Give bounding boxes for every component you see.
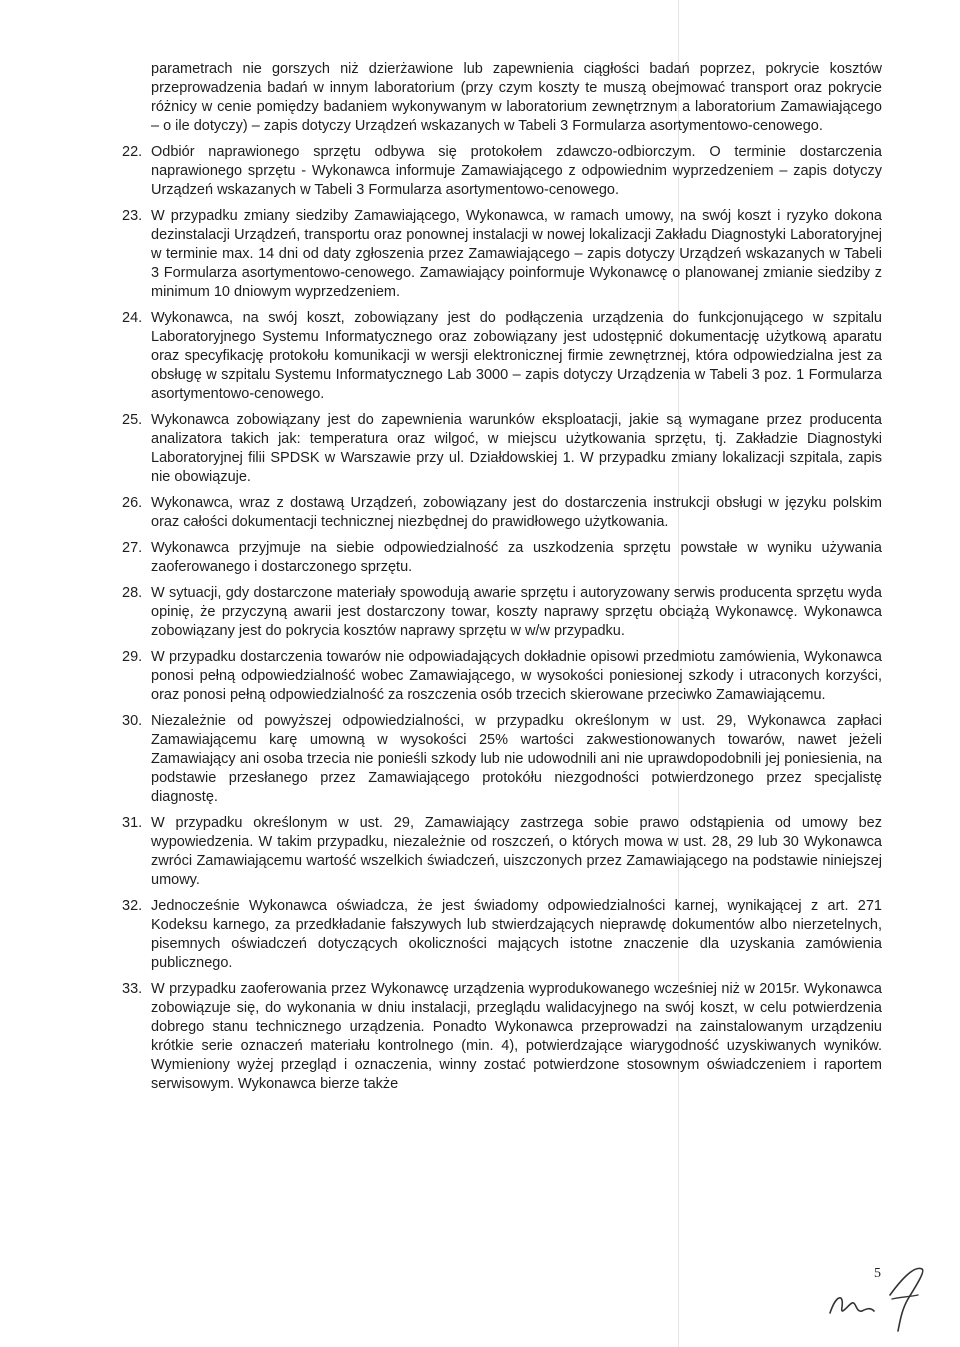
item-text: W przypadku dostarczenia towarów nie odpowiadających dokładnie opisowi przedmiotu zamówienia, Wykonawca ponosi pełną odpowiedzialność wobec Zamawiającego, w wysokości poniesionej szkody i utraconych korzyści, oraz ponosi pełną odpowiedzialność za roszczenia osób trzecich skierowane przeciwko Zamawiającemu. (151, 649, 882, 703)
item-text: W przypadku zmiany siedziby Zamawiającego, Wykonawca, w ramach umowy, na swój koszt i ryzyko dokona dezinstalacji Urządzeń, transportu oraz ponownej instalacji w nowej lokalizacji Zakładu Diagnostyki Laboratoryjnej w terminie max. 14 dni od daty zgłoszenia przez Zamawiającego – zapis dotyczy Urządzeń wskazanych w Tabeli 3 Formularza asortymentowo-cenowego. Zamawiający poinformuje Wykonawcę o planowanej zmianie siedziby z minimum 10 dniowym wyprzedzeniem. (151, 208, 882, 300)
item-text: W przypadku zaoferowania przez Wykonawcę urządzenia wyprodukowanego wcześniej niż w 2015r. Wykonawca zobowiązuje się, do wykonania w dniu instalacji, przeglądu walidacyjnego na swój koszt, w celu potwierdzenia dobrego stanu technicznego urządzenia. Ponadto Wykonawca przeprowadzi na zainstalowanym urządzeniu krótkie serie oznaczeń materiału kontrolnego (min. 4), potwierdzające wiarygodność uzyskiwanych wyników. Wymieniony wyżej przegląd i oznaczenia, winny zostać potwierdzone stosownym oświadczeniem i raportem serwisowym. Wykonawca bierze także (151, 981, 882, 1092)
item-text: Niezależnie od powyższej odpowiedzialności, w przypadku określonym w ust. 29, Wykonawca zapłaci Zamawiającemu karę umowną w wysokości 25% wartości zakwestionowanych towarów, nawet jeżeli Zamawiający ani osoba trzecia nie ponieśli szkody lub nie udowodnili ani nie uprawdopodobnili jej poniesienia, na podstawie przesłanego przez Zamawiającego protokółu niezgodności potwierdzonego przez specjalistę diagnostę. (151, 713, 882, 805)
item-number: 33. (122, 981, 143, 997)
list-item-23 (122, 207, 882, 302)
list-item-26 (122, 494, 882, 532)
list-item-22 (122, 143, 882, 200)
item-text: W sytuacji, gdy dostarczone materiały spowodują awarie sprzętu i autoryzowany serwis producenta sprzętu wyda opinię, że przyczyną awarii jest dostarczony towar, koszty naprawy sprzętu obciążą Wykonawcę. Wykonawca zobowiązany jest do pokrycia kosztów naprawy sprzętu w w/w przypadku. (151, 585, 882, 639)
item-number: 24. (122, 310, 143, 326)
list-item-29 (122, 648, 882, 705)
page-number: 5 (874, 1266, 881, 1281)
document-body (122, 60, 882, 1101)
item-text: Wykonawca zobowiązany jest do zapewnienia warunków eksploatacji, jakie są wymagane przez producenta analizatora takich jak: temperatura oraz wilgoć, w miejscu użytkowania sprzętu, tj. Zakładzie Diagnostyki Laboratoryjnej filii SPDSK w Warszawie przy ul. Działdowskiej 1. W przypadku zmiany lokalizacji szpitala, zapis nie obowiązuje. (151, 412, 882, 485)
item-text: Jednocześnie Wykonawca oświadcza, że jest świadomy odpowiedzialności karnej, wynikającej z art. 271 Kodeksu karnego, za przedkładanie fałszywych lub stwierdzających nieprawdę dokumentów albo nierzetelnych, pisemnych oświadczeń dotyczących okoliczności mających istotne znaczenie dla uzyskania zamówienia publicznego. (151, 898, 882, 971)
list-item-32 (122, 897, 882, 973)
list-item-27 (122, 539, 882, 577)
item-number: 26. (122, 495, 143, 511)
list-item-33 (122, 980, 882, 1094)
item-number: 23. (122, 208, 143, 224)
item-text: Odbiór naprawionego sprzętu odbywa się protokołem zdawczo-odbiorczym. O terminie dostarczenia naprawionego sprzętu - Wykonawca informuje Zamawiającego z odpowiednim wyprzedzeniem – zapis dotyczy Urządzeń wskazanych w Tabeli 3 Formularza asortymentowo-cenowego. (151, 144, 882, 198)
list-item-24 (122, 309, 882, 404)
list-item-30 (122, 712, 882, 807)
item-number: 25. (122, 412, 143, 428)
item-number: 29. (122, 649, 143, 665)
item-number: 22. (122, 144, 143, 160)
item-text: Wykonawca przyjmuje na siebie odpowiedzialność za uszkodzenia sprzętu powstałe w wyniku używania zaoferowanego i dostarczonego sprzętu. (151, 540, 882, 575)
list-item-31 (122, 814, 882, 890)
handwritten-signature (822, 1255, 932, 1335)
item-text: Wykonawca, wraz z dostawą Urządzeń, zobowiązany jest do dostarczenia instrukcji obsługi w języku polskim oraz całości dokumentacji technicznej niezbędnej do prawidłowego użytkowania. (151, 495, 882, 530)
item-number: 27. (122, 540, 143, 556)
list-item-25 (122, 411, 882, 487)
item-number: 31. (122, 815, 143, 831)
intro-paragraph: parametrach nie gorszych niż dzierżawione lub zapewnienia ciągłości badań poprzez, pokrycie kosztów przeprowadzenia badań w innym laboratorium (przy czym koszty te muszą obejmować transport oraz pokrycie różnicy w cenie pomiędzy badaniem wykonywanym w laboratorium zewnętrznym a laboratorium Zamawiającego – o ile dotyczy) – zapis dotyczy Urządzeń wskazanych w Tabeli 3 Formularza asortymentowo-cenowego. (151, 61, 882, 134)
item-number: 32. (122, 898, 143, 914)
item-number: 28. (122, 585, 143, 601)
list-item-28 (122, 584, 882, 641)
item-text: W przypadku określonym w ust. 29, Zamawiający zastrzega sobie prawo odstąpienia od umowy bez wypowiedzenia. W takim przypadku, niezależnie od roszczeń, o których mowa w ust. 28, 29 lub 30 Wykonawca zwróci Zamawiającemu wartość wszelkich świadczeń, uiszczonych przez Zamawiającego na podstawie niniejszej umowy. (151, 815, 882, 888)
item-number: 30. (122, 713, 143, 729)
item-text: Wykonawca, na swój koszt, zobowiązany jest do podłączenia urządzenia do funkcjonującego w szpitalu Laboratoryjnego Systemu Informatycznego oraz zobowiązany jest udostępnić dokumentację użytkową aparatu oraz specyfikację protokołu komunikacji w wersji elektronicznej firmie zewnętrznej, która odpowiedzialna jest za obsługę w szpitalu Systemu Informatycznego Lab 3000 – zapis dotyczy Urządzenia w Tabeli 3 poz. 1 Formularza asortymentowo-cenowego. (151, 310, 882, 402)
